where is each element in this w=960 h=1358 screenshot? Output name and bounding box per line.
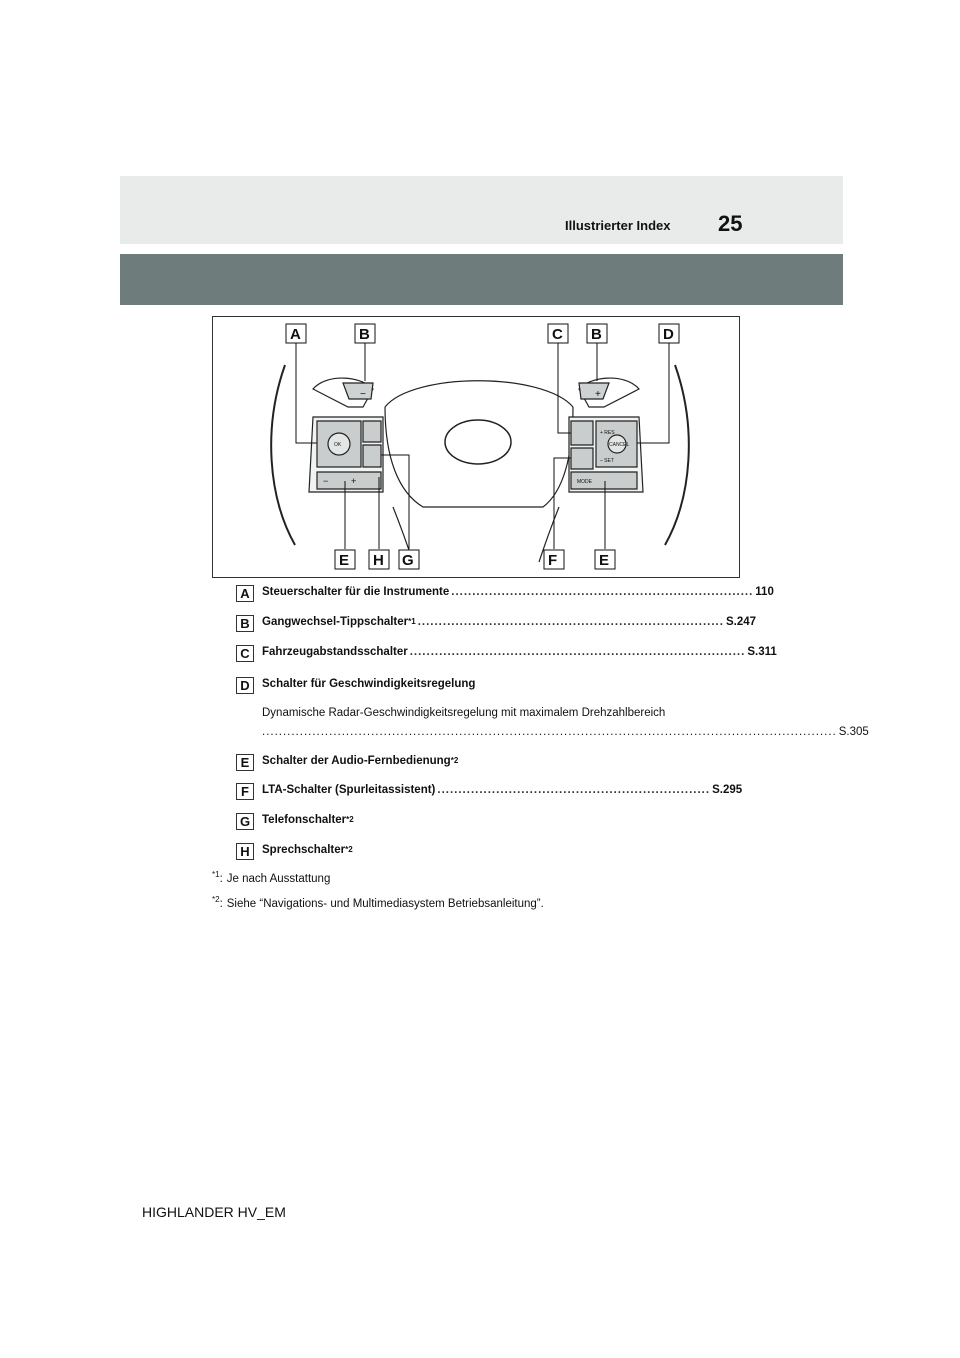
callout-e-left: E	[339, 552, 350, 569]
callout-e-right: E	[599, 552, 610, 569]
entry-label: Schalter der Audio-Fernbedienung	[262, 755, 451, 767]
index-entry-a	[236, 585, 774, 605]
paddle-minus-label: −	[360, 389, 366, 400]
steering-wheel-illustration	[213, 317, 739, 577]
steering-wheel-figure	[212, 316, 740, 578]
index-entry-f	[236, 783, 743, 803]
page-number: 25	[718, 211, 743, 236]
paddle-plus-label: +	[595, 389, 601, 400]
footnote-mark: *2	[450, 756, 459, 765]
entry-d-description: Dynamische Radar-Geschwindigkeitsregelung mit maximalem Drehzahlbereich	[262, 707, 666, 719]
entry-d-page-row	[262, 726, 869, 738]
footnote-mark: *2	[345, 845, 353, 854]
footnote-text: Siehe “Navigations- und Multimediasystem Betriebsanleitung”.	[226, 897, 544, 910]
entry-label: Steuerschalter für die Instrumente	[262, 586, 450, 598]
entry-page: S.311	[747, 646, 777, 658]
section-title: Illustrierter Index	[565, 218, 671, 233]
leader-dots: .........................................................................	[417, 616, 724, 628]
index-entry-g	[236, 813, 722, 833]
minus-label: −	[323, 476, 329, 486]
cancel-button-label: CANCEL	[609, 442, 630, 448]
callout-c: C	[552, 326, 563, 343]
entry-letter: A	[236, 585, 254, 602]
entry-page: S.295	[712, 784, 743, 796]
entry-label: Sprechschalter	[262, 844, 346, 856]
chapter-band	[120, 254, 843, 305]
entry-letter: D	[236, 677, 254, 694]
index-entry-d	[236, 677, 722, 697]
entry-label: LTA-Schalter (Spurleitassistent)	[262, 784, 436, 796]
index-entry-b	[236, 615, 757, 635]
set-button-label: – SET	[600, 458, 614, 464]
entry-letter: E	[236, 754, 254, 771]
entry-label: Schalter für Geschwindigkeitsregelung	[262, 678, 476, 690]
entry-letter: G	[236, 813, 254, 830]
entry-letter: B	[236, 615, 254, 632]
callout-f: F	[548, 552, 558, 569]
entry-letter: C	[236, 645, 254, 662]
entry-label: Gangwechsel-Tippschalter	[262, 616, 409, 628]
ok-button-label: OK	[334, 442, 342, 448]
model-code: HIGHLANDER HV_EM	[142, 1204, 286, 1220]
callout-b-right: B	[591, 326, 602, 343]
footnote-text: Je nach Ausstattung	[226, 872, 331, 885]
footnote-2: $^{*2}$: Siehe “Navigations- und Multimediasystem Betriebsanleitung”.	[212, 895, 544, 910]
footnote-mark: *2	[346, 815, 354, 824]
res-button-label: + RES	[600, 430, 615, 436]
index-entry-e	[236, 754, 722, 774]
plus-label: +	[351, 476, 357, 486]
callout-b-left: B	[359, 326, 370, 343]
callout-g: G	[402, 552, 414, 569]
entry-page: 110	[755, 586, 774, 598]
callout-h: H	[373, 552, 384, 569]
footnote-mark: *1	[408, 617, 416, 626]
leader-dots: ................................................................................	[409, 646, 746, 658]
entry-label: Telefonschalter	[262, 814, 347, 826]
footnote-1: $^{*1}$: Je nach Ausstattung	[212, 870, 331, 885]
footnote-mark: *2	[212, 895, 220, 904]
entry-page: S.305	[838, 726, 869, 738]
index-entry-c	[236, 645, 777, 665]
callout-d: D	[663, 326, 674, 343]
mode-button-label: MODE	[577, 479, 592, 485]
leader-dots: ........................................................................	[451, 586, 754, 598]
leader-dots: .........................................................................................................................................	[262, 726, 837, 738]
footnote-mark: *1	[212, 870, 220, 879]
leader-dots: .................................................................	[437, 784, 711, 796]
callout-a: A	[290, 326, 301, 343]
entry-letter: H	[236, 843, 254, 860]
entry-letter: F	[236, 783, 254, 800]
index-entry-h	[236, 843, 722, 863]
entry-page: S.247	[725, 616, 757, 628]
entry-label: Fahrzeugabstandsschalter	[262, 646, 408, 658]
